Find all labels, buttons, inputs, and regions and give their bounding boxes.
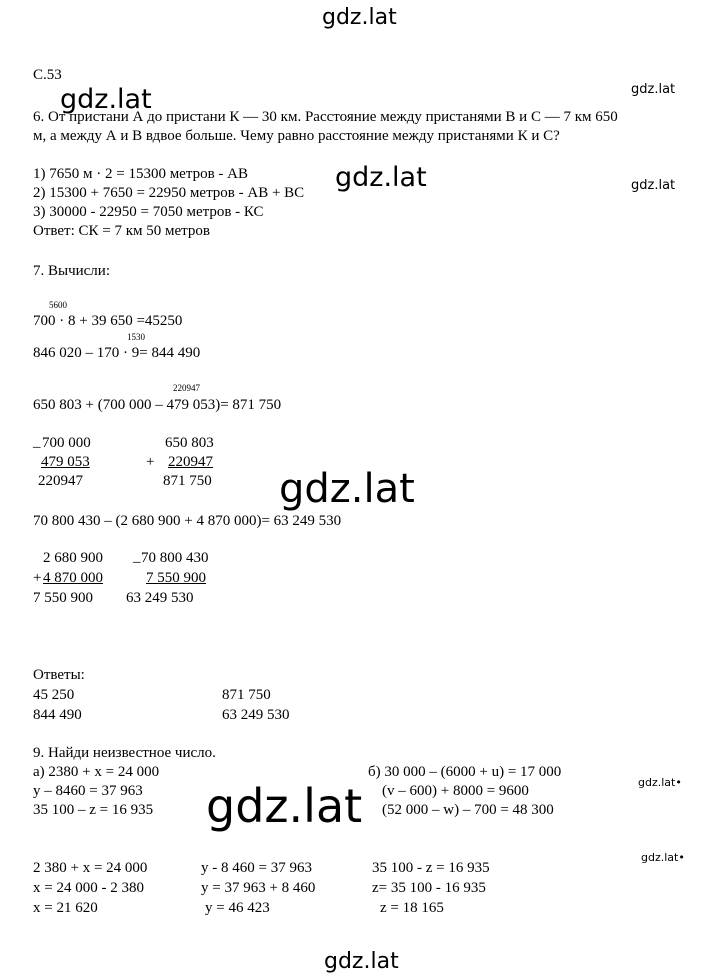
answer-4: 63 249 530	[222, 707, 290, 723]
watermark-big: gdz.lat	[206, 779, 363, 833]
solution-2-line-1: y - 8 460 = 37 963	[201, 860, 312, 876]
column-1-second-value: 479 053	[41, 454, 90, 470]
solution-2-result: y = 46 423	[205, 900, 270, 916]
column-3-result: 7 550 900	[33, 590, 93, 606]
task9-a-3: 35 100 – z = 16 935	[33, 802, 154, 818]
answer-1: 45 250	[33, 687, 75, 703]
task9-b-3: (52 000 – w) – 700 = 48 300	[382, 802, 554, 818]
column-4-top: 70 800 430	[141, 550, 209, 566]
watermark-right-3: gdz.lat•	[638, 776, 682, 789]
task7-expression-2: 846 020 – 170 · 9= 844 490	[33, 345, 201, 361]
task9-a-2: y – 8460 = 37 963	[33, 783, 143, 799]
column-2-second: 220947	[168, 454, 213, 470]
task7-heading: 7. Вычисли:	[33, 263, 110, 279]
task6-statement-line-1: 6. От пристани А до пристани К — 30 км. Расстояние между пристанями В и С — 7 км 650	[33, 109, 618, 125]
task7-expression-1: 700 · 8 + 39 650 =45250	[33, 313, 183, 329]
task6-step-3: 3) 30000 - 22950 = 7050 метров - КС	[33, 204, 264, 220]
watermark-center-1: gdz.lat	[335, 162, 427, 193]
watermark-top: gdz.lat	[322, 5, 397, 30]
watermark-center-2: gdz.lat	[279, 466, 415, 512]
watermark-right-1: gdz.lat	[631, 82, 676, 97]
task7-expression-4: 70 800 430 – (2 680 900 + 4 870 000)= 63 249 530	[33, 513, 342, 529]
column-3-second-value: 4 870 000	[43, 570, 103, 586]
column-4-second	[133, 571, 206, 586]
task6-answer: Ответ: СК = 7 км 50 метров	[33, 223, 210, 239]
watermark-bottom: gdz.lat	[324, 949, 399, 974]
task9-heading: 9. Найди неизвестное число.	[33, 745, 216, 761]
task9-b-2: (v – 600) + 8000 = 9600	[382, 783, 529, 799]
task7-note-3: 220947	[173, 383, 200, 393]
watermark-right-4: gdz.lat•	[641, 851, 685, 864]
task7-expression-3: 650 803 + (700 000 – 479 053)= 871 750	[33, 397, 282, 413]
solution-results-line	[33, 901, 451, 916]
column-1-top: 700 000	[42, 435, 91, 451]
task6-statement-line-2: м, а между А и В вдвое больше. Чему равно расстояние между пристанями К и С?	[33, 128, 560, 144]
task9-a-1: а) 2380 + x = 24 000	[33, 764, 160, 780]
task6-step-2: 2) 15300 + 7650 = 22950 метров - АВ + ВС	[33, 185, 305, 201]
answer-3: 844 490	[33, 707, 82, 723]
solution-1-line-2: x = 24 000 - 2 380	[33, 880, 144, 896]
watermark-right-2: gdz.lat	[631, 178, 676, 193]
solution-3-line-1: 35 100 - z = 16 935	[372, 860, 490, 876]
column-2-result: 871 750	[163, 473, 212, 489]
column-1-result: 220947	[38, 473, 83, 489]
task7-note-1: 5600	[49, 300, 67, 310]
column-1-second	[33, 455, 110, 470]
column-4-second-value: 7 550 900	[146, 570, 206, 586]
column-4-sign: _	[133, 549, 141, 565]
solution-3-result: z = 18 165	[380, 900, 444, 916]
column-3-top: 2 680 900	[43, 550, 103, 566]
task9-b-1: б) 30 000 – (6000 + u) = 17 000	[368, 764, 562, 780]
column-3-second	[43, 571, 111, 586]
solution-1-line-1: 2 380 + x = 24 000	[33, 860, 148, 876]
column-1-sign: _	[33, 434, 41, 450]
column-4-result: 63 249 530	[126, 590, 194, 606]
solution-1-result: x = 21 620	[33, 900, 98, 916]
column-2-top: 650 803	[165, 435, 214, 451]
solution-2-line-2: y = 37 963 + 8 460	[201, 880, 316, 896]
column-3-sign: +	[33, 570, 42, 586]
answers-heading: Ответы:	[33, 667, 85, 683]
solution-3-line-2: z= 35 100 - 16 935	[372, 880, 486, 896]
column-2-sign: +	[146, 454, 155, 470]
task7-note-2: 1530	[127, 332, 145, 342]
task6-step-1: 1) 7650 м · 2 = 15300 метров - АВ	[33, 166, 248, 182]
page-label: С.53	[33, 67, 62, 83]
watermark-left: gdz.lat	[60, 84, 152, 115]
answer-2: 871 750	[222, 687, 271, 703]
